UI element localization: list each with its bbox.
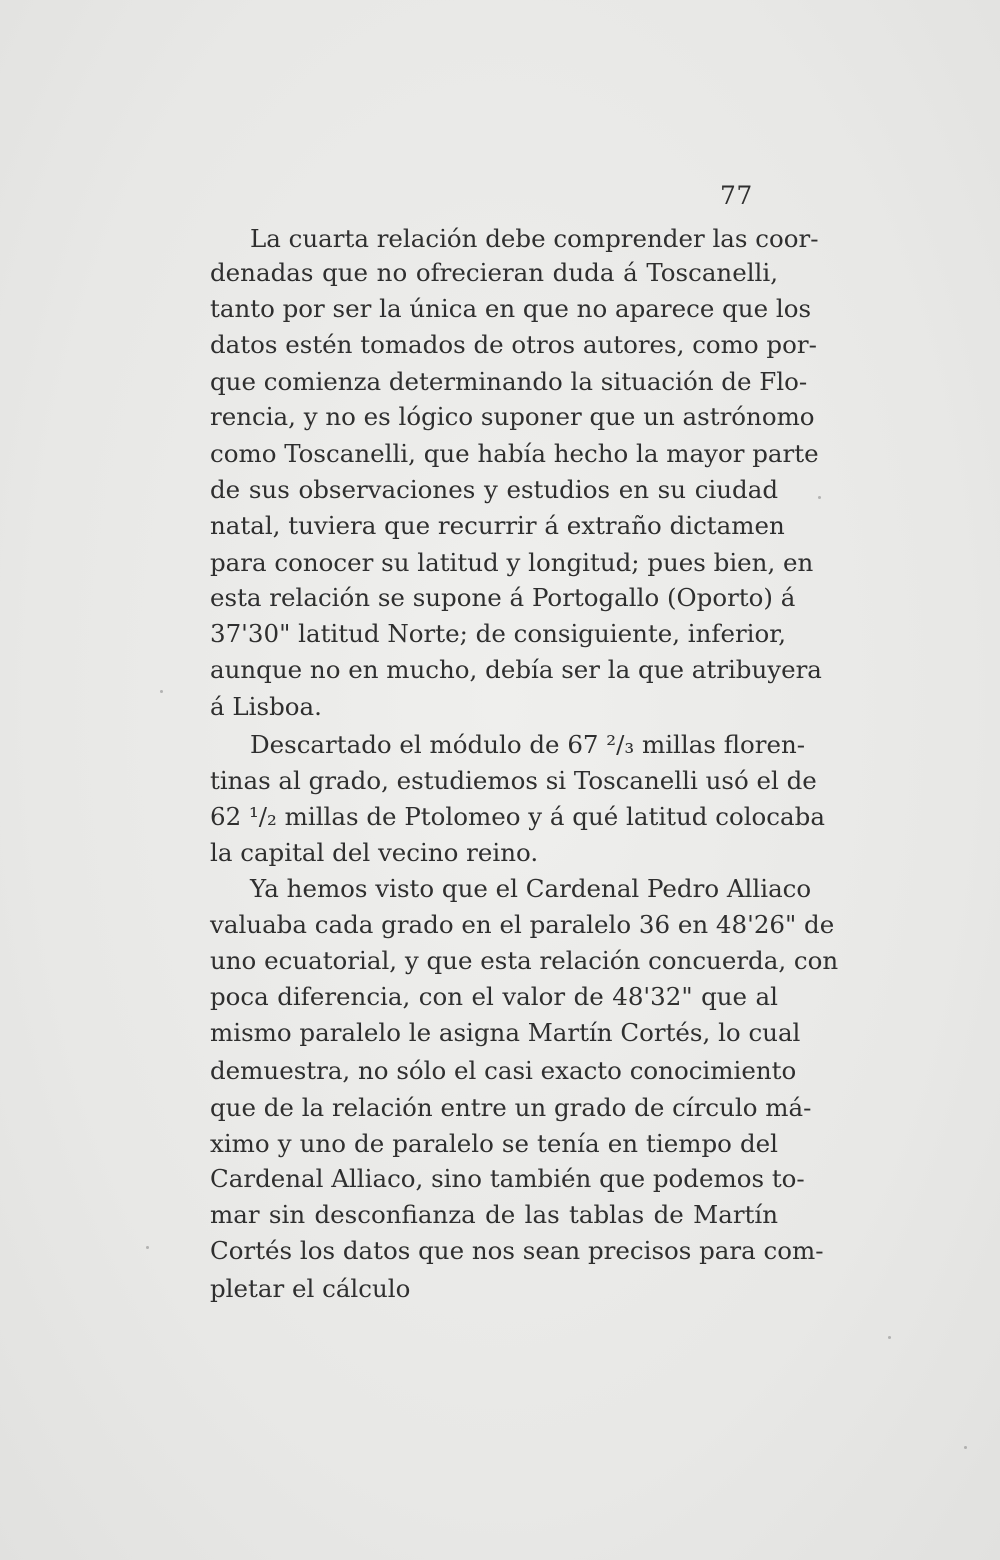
paper-speck — [888, 1336, 891, 1339]
text-line: Descartado el módulo de 67 ²/₃ millas floren- — [250, 730, 806, 759]
paper-speck — [160, 690, 163, 693]
paper-speck — [818, 496, 821, 499]
text-line: la capital del vecino reino. — [210, 838, 539, 867]
text-line: Ya hemos visto que el Cardenal Pedro Alliaco — [250, 874, 812, 903]
text-line: valuaba cada grado en el paralelo 36 en 48'26" de — [210, 910, 835, 939]
text-line: que comienza determinando la situación de Flo- — [210, 367, 808, 396]
page-number: 77 — [720, 181, 753, 210]
text-line: poca diferencia, con el valor de 48'32" que al — [210, 982, 778, 1011]
text-line: tanto por ser la única en que no aparece que los — [210, 294, 812, 323]
text-line: Cardenal Alliaco, sino también que podemos to- — [210, 1164, 805, 1193]
text-line: para conocer su latitud y longitud; pues bien, en — [210, 548, 814, 577]
text-line: pletar el cálculo — [210, 1274, 411, 1303]
text-line: á Lisboa. — [210, 692, 322, 721]
text-line: 37'30" latitud Norte; de consiguiente, inferior, — [210, 619, 787, 648]
text-line: de sus observaciones y estudios en su ciudad — [210, 475, 778, 504]
text-line: que de la relación entre un grado de círculo má- — [210, 1093, 812, 1122]
text-line: mismo paralelo le asigna Martín Cortés, lo cual — [210, 1018, 801, 1047]
text-line: tinas al grado, estudiemos si Toscanelli usó el de — [210, 766, 817, 795]
paper-speck — [146, 1246, 149, 1249]
text-line: esta relación se supone á Portogallo (Oporto) á — [210, 583, 796, 612]
text-line: demuestra, no sólo el casi exacto conocimiento — [210, 1056, 797, 1085]
text-line: denadas que no ofrecieran duda á Toscanelli, — [210, 258, 778, 287]
text-line: uno ecuatorial, y que esta relación concuerda, con — [210, 946, 839, 975]
text-line: datos estén tomados de otros autores, como por- — [210, 330, 817, 359]
text-line: Cortés los datos que nos sean precisos para com- — [210, 1236, 824, 1265]
text-line: aunque no en mucho, debía ser la que atribuyera — [210, 655, 822, 684]
paper-speck — [964, 1446, 967, 1449]
text-line: ximo y uno de paralelo se tenía en tiempo del — [210, 1129, 778, 1158]
text-line: como Toscanelli, que había hecho la mayor parte — [210, 439, 819, 468]
text-line: rencia, y no es lógico suponer que un astrónomo — [210, 402, 815, 431]
text-line: La cuarta relación debe comprender las coor- — [250, 224, 819, 253]
text-line: mar sin desconfianza de las tablas de Martín — [210, 1200, 778, 1229]
text-line: 62 ¹/₂ millas de Ptolomeo y á qué latitud colocaba — [210, 802, 825, 831]
text-line: natal, tuviera que recurrir á extraño dictamen — [210, 511, 785, 540]
